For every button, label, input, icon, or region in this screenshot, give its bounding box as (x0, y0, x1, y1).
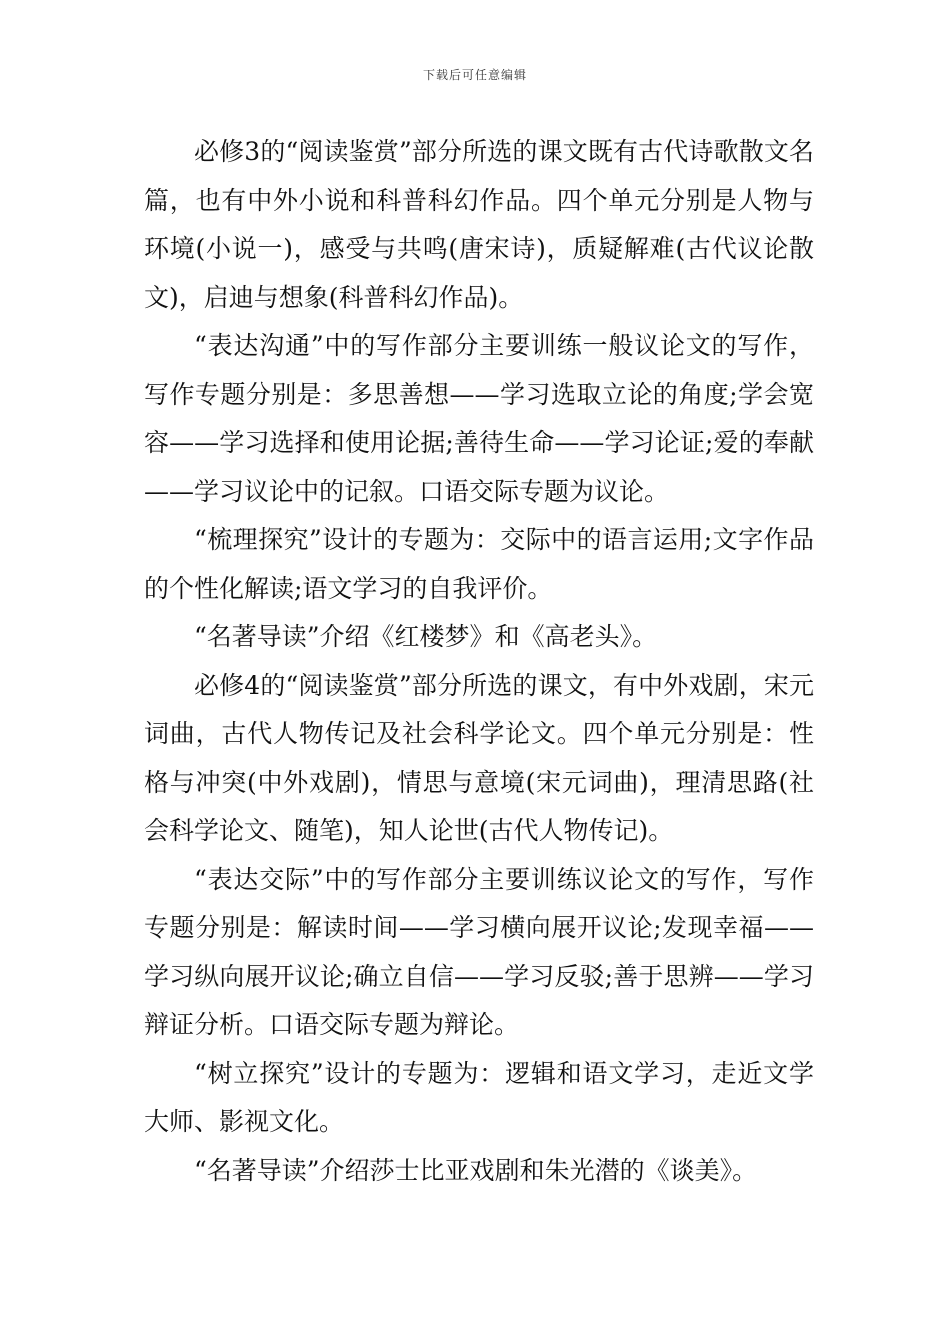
paragraph-8: “名著导读”介绍莎士比亚戏剧和朱光潜的《谈美》。 (194, 1155, 758, 1185)
paragraph-4: “名著导读”介绍《红楼梦》和《高老头》。 (194, 622, 658, 651)
paragraph-5: 必修4的“阅读鉴赏”部分所选的课文，有中外戏剧，宋元词曲，古代人物传记及社会科学论文。四个单元分别是：性格与冲突(中外戏剧)，情思与意境(宋元词曲)，理清思路(社会科学论文、随笔)，知人论世(古代人物传记)。 (144, 670, 814, 845)
paragraph-2: “表达沟通”中的写作部分主要训练一般议论文的写作，写作专题分别是：多思善想——学习选取立论的角度;学会宽容——学习选择和使用论据;善待生命——学习论证;爱的奉献——学习议论中的记叙。口语交际专题为议论。 (144, 331, 814, 506)
paragraph-7: “树立探究”设计的专题为：逻辑和语文学习，走近文学大师、影视文化。 (144, 1058, 814, 1136)
paragraph-3: “梳理探究”设计的专题为：交际中的语言运用;文字作品的个性化解读;语文学习的自我评价。 (144, 525, 814, 603)
header-note: 下载后可任意编辑 (422, 68, 527, 82)
paragraph-6: “表达交际”中的写作部分主要训练议论文的写作，写作专题分别是：解读时间——学习横向展开议论;发现幸福——学习纵向展开议论;确立自信——学习反驳;善于思辨——学习辩证分析。口语交际专题为辩论。 (144, 864, 814, 1039)
paragraph-1: 必修3的“阅读鉴赏”部分所选的课文既有古代诗歌散文名篇，也有中外小说和科普科幻作品。四个单元分别是人物与环境(小说一)，感受与共鸣(唐宋诗)，质疑解难(古代议论散文)，启迪与想象(科普科幻作品)。 (144, 137, 814, 312)
document-body (144, 128, 814, 1195)
